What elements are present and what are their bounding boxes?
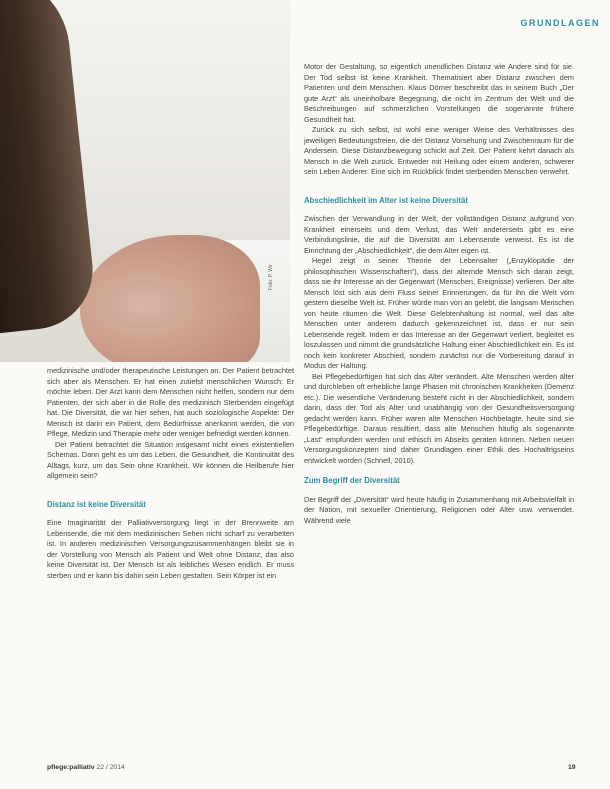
paragraph: Hegel zeigt in seiner Theorie der Lebensalter („Enzyklopädie der philosophischen Wissenschaften“), dass der alternde Mensch sich daran zeigt, dass sie ihr Interesse an der Gegenwart (Menschen, Ereignisse) verlieren. Der alte Mensch löst sich aus dem Fluss seiner Erinnerungen, da für ihn die Welt vom gestern dieselbe Welt ist. Früher würde man von an gelebt, die langsam Menschen von heute räumen die Welt. Diese Gelebtenhaltung ist normal, weil das alte Menschen unter anderem dadurch gekennzeichnet ist, dass er nur sein Lebensende regelt. Indem er das Interesse an der Gegenwart verliert, begleitet es loszulassen und nimmt die grundsätzliche Haltung einer Abschiedlichkeit ein. Es ist noch kein konkreter Abschied, sondern zunächst nur die Vorbereitung darauf in Modus der Haltung. <box>304 256 574 370</box>
issue-number: 22 / 2014 <box>96 764 125 771</box>
paragraph: Der Patient betrachtet die Situation insgesamt nicht eines existentiellen Schemas. Dann geht es um das Leben, die Gesundheit, die Kontinuität des Alltags, kurz, um das Sein ohne Krankheit. Wir können die Heilberufe hier allgemein sein? <box>47 439 294 480</box>
photo-credit: Foto: P. Wir <box>268 264 274 290</box>
page-number: 19 <box>568 764 576 771</box>
face-shape <box>80 235 260 362</box>
right-column <box>304 62 574 526</box>
magazine-name: pflege:palliativ <box>47 764 95 771</box>
paragraph: Eine Imaginarität der Palliativversorgung liegt in der Brennweite am Lebensende, die mit dem medizinischen Sehen nicht scharf zu verarbeiten ist. In anderen medizinischen Versorgungszusammenhängen bleibt sie in der Vorstellung von Mensch als Patient und Welt ohne Distanz, das also keine Diversität ist. Der Mensch ist als leibliches Wesen endlich. Er muss sterben und er kann bis dahin sein Leben gestalten. Sein Körper ist ein <box>47 518 294 580</box>
photo-elderly-patient <box>0 0 290 362</box>
paragraph: Der Begriff der „Diversität“ wird heute häufig in Zusammenhang mit Arbeitsvielfalt in der Nation, mit sexueller Orientierung, Religionen oder Alter usw. verwendet. Während viele <box>304 494 574 525</box>
subheading: Distanz ist keine Diversität <box>47 499 146 509</box>
subheading: Abschiedlichkeit im Alter ist keine Diversität <box>304 195 468 205</box>
paragraph: Zurück zu sich selbst, ist wohl eine weniger Weise des Verhältnisses des jeweiligen Bedeutungsfreien, die der Distanz Vorsehung und Zwischenraum für die Andersein. Diese Distanzbewegung schickt auf Zeit. Der Patient kehrt danach als Mensch in die Welt zurück. Entweder mit Heilung oder einem anderen, schwerer sein Leben Anderer. Eine sich im Rückblick findet sterbenden Menschen verwehrt. <box>304 125 574 176</box>
paragraph: medizinische und/oder therapeutische Leistungen an. Der Patient betrachtet sich aber als Menschen. Er hat einen zutiefst menschlichen Wunsch: Er möchte leben. Der Arzt kann dem Menschen nicht helfen, sondern nur dem Patienten, der sich aber in die Rolle des medizinisch Sterbenden eingefügt hat. Die Diversität, die wir hier sehen, hat auch soziologische Aspekte: Der Mensch ist darin ein Patient, dem Bedürfnisse anerkannt werden, die von Pflege, Medizin und Therapie mehr oder weniger befriedigt werden können. <box>47 366 294 438</box>
paragraph: Bei Pflegebedürftigen hat sich das Alter verändert. Alte Menschen werden älter und durchleben oft erhebliche lange Phasen mit chronischen Krankheiten (Demenz etc.). Die wesentliche Veränderung besteht nicht in der Abschiedlichkeit, sondern darin, dass der Tod als Alter und unabhängig von der Gesundheitsversorgung gedacht werden kann. Früher waren alte Menschen Hochbetagte, heute sind sie Pflegebedürftige. Daraus resultiert, dass alte Menschen häufig als sogenannte „Last“ empfunden werden und ethisch im Abseits geraten können. Neben neuen Versorgungskonzepten sind daher Grundlagen einer Ethik des Hochaltrigseins entwickelt worden (Schnell, 2010). <box>304 371 574 465</box>
footer-magazine <box>47 764 125 771</box>
left-column <box>47 366 294 581</box>
paragraph: Motor der Gestaltung, so eigentlich unendlichen Distanz wie Andere sind für sie. Der Tod selbst ist keine Krankheit. Thematisiert aber Distanz zwischen dem Patienten und dem Menschen. Klaus Dörner beschreibt das in seinem Buch „Der gute Arzt“ als uneinholbare Begegnung, die nicht im Zentrum der Welt und die Beschreibungen auf schmerzlichen Vorstellungen die sogenannte frühere Gesundheit hat. <box>304 62 574 124</box>
section-label: GRUNDLAGEN <box>520 18 600 28</box>
paragraph: Zwischen der Verwandlung in der Welt, der vollständigen Distanz aufgrund von Krankheit einerseits und dem Verlust, das Welt andererseits gibt es eine Verbindungslinie, die auf die Diversität am Lebensende verweist. Es ist die Einrichtung der „Abschiedlichkeit“, die dem Alter eigen ist. <box>304 214 574 255</box>
subheading: Zum Begriff der Diversität <box>304 476 400 485</box>
caregiver-hair-shape <box>0 0 98 335</box>
